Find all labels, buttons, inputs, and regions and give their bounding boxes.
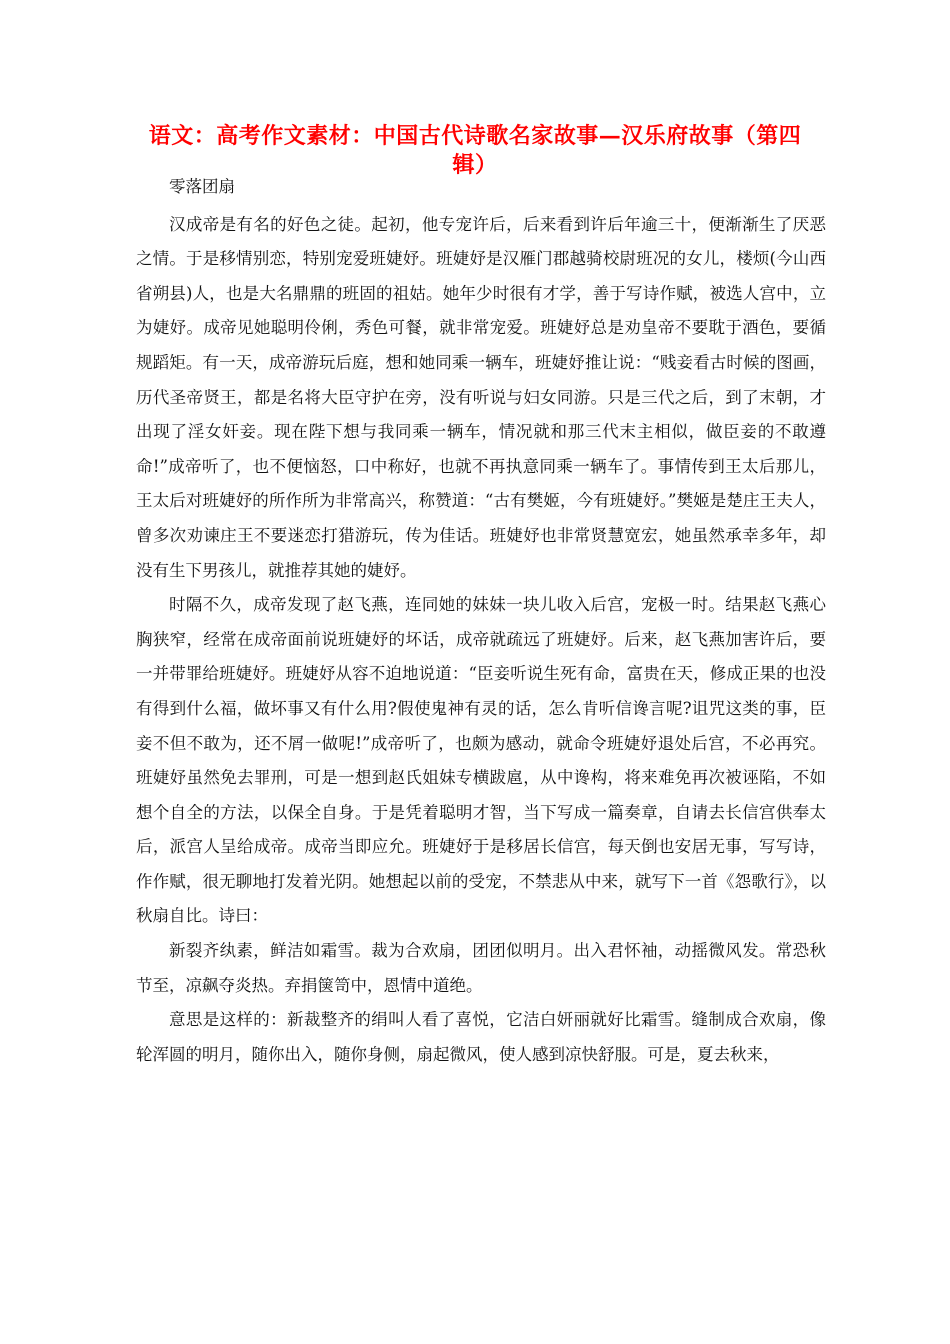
paragraph-2: 时隔不久，成帝发现了赵飞燕，连同她的妹妹一块儿收入后宫，宠极一时。结果赵飞燕心胸狭窄，经常在成帝面前说班婕妤的坏话，成帝就疏远了班婕妤。后来，赵飞燕加害许后，要一并带罪给班婕妤。班婕妤从容不迫地说道：“臣妾听说生死有命，富贵在天，修成正果的也没有得到什么福，做坏事又有什么用?假使鬼神有灵的话，怎么肯听信谗言呢?诅咒这类的事，臣妾不但不敢为，还不屑一做呢!”成帝听了，也颇为感动，就命令班婕妤退处后宫，不必再究。班婕妤虽然免去罪刑，可是一想到赵氏姐妹专横跋扈，从中谗构，将来难免再次被诬陷，不如想个自全的方法，以保全自身。于是凭着聪明才智，当下写成一篇奏章，自请去长信宫供奉太后，派宫人呈给成帝。成帝当即应允。班婕妤于是移居长信宫，每天倒也安居无事，写写诗，作作赋，很无聊地打发着光阴。她想起以前的受宠，不禁悲从中来，就写下一首《怨歌行》，以秋扇自比。诗曰： xyxy=(136,595,826,926)
poem-paragraph: 新裂齐纨素，鲜洁如霜雪。裁为合欢扇，团团似明月。出入君怀袖，动摇微风发。常恐秋节至，凉飙夺炎热。弃捐箧笥中，恩情中道绝。 xyxy=(136,941,826,995)
paragraph-4: 意思是这样的：新裁整齐的绢叫人看了喜悦，它洁白妍丽就好比霜雪。缝制成合欢扇，像轮浑圆的明月，随你出入，随你身侧，扇起微风，使人感到凉快舒服。可是，夏去秋来， xyxy=(136,1010,826,1064)
section-subtitle: 零落团扇 xyxy=(169,177,235,196)
document-title: 语文：高考作文素材：中国古代诗歌名家故事—汉乐府故事（第四辑） xyxy=(148,123,802,178)
paragraph-1: 汉成帝是有名的好色之徒。起初，他专宠许后，后来看到许后年逾三十，便渐渐生了厌恶之情。于是移情别恋，特别宠爱班婕妤。班婕妤是汉雁门郡越骑校尉班况的女儿，楼烦(今山西省朔县)人，也是大名鼎鼎的班固的祖姑。她年少时很有才学，善于写诗作赋，被选人宫中，立为婕妤。成帝见她聪明伶俐，秀色可餐，就非常宠爱。班婕妤总是劝皇帝不要耽于酒色，要循规蹈矩。有一天，成帝游玩后庭，想和她同乘一辆车，班婕妤推让说：“贱妾看古时候的图画，历代圣帝贤王，都是名将大臣守护在旁，没有听说与妇女同游。只是三代之后，到了末朝，才出现了淫女奸妾。现在陛下想与我同乘一辆车，情况就和那三代末主相似，做臣妾的不敢遵命!”成帝听了，也不便恼怒，口中称好，也就不再执意同乘一辆车了。事情传到王太后那儿，王太后对班婕妤的所作所为非常高兴，称赞道：“古有樊姬，今有班婕妤。”樊姬是楚庄王夫人，曾多次劝谏庄王不要迷恋打猎游玩，传为佳话。班婕妤也非常贤慧宽宏，她虽然承幸多年，却没有生下男孩儿，就推荐其她的婕妤。 xyxy=(136,214,826,580)
document-body xyxy=(136,170,826,1072)
